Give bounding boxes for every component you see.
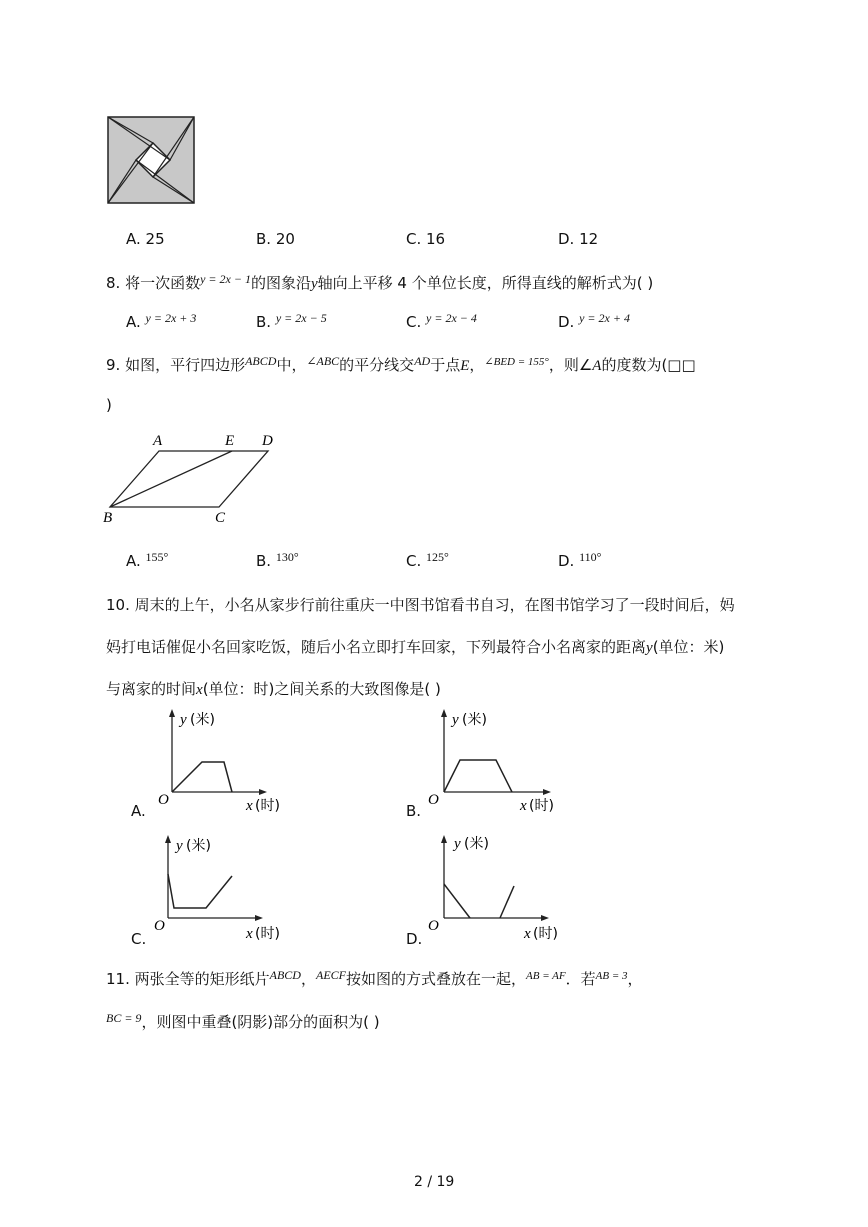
q9-angle-abc: ∠ABC [306, 354, 340, 368]
q9-label-c: C [215, 510, 226, 526]
q11-ab3: AB = 3 [595, 970, 628, 982]
q10-line2-a: 妈打电话催促小名回家吃饭，随后小名立即打车回家，下列最符合小名离家的距离 [106, 638, 647, 656]
q8-option-b-letter: B. [256, 313, 272, 331]
q8-option-a-expr: y = 2x + 3 [145, 311, 197, 325]
q10-option-c-letter[interactable]: C. [131, 930, 147, 948]
q9-a: A [592, 358, 602, 374]
q11-text-1: 11. 两张全等的矩形纸片 [106, 970, 270, 988]
q8-option-b[interactable] [256, 313, 327, 331]
q10-graph-d-x-unit: (时) [533, 926, 558, 942]
q10-line3-x: x [196, 682, 203, 698]
q10-graph-a-y-unit: (米) [190, 712, 215, 728]
q10-graph-c-y-unit: (米) [186, 838, 211, 854]
q7-option-d[interactable]: D. 12 [558, 230, 599, 248]
q9-option-a[interactable] [126, 552, 168, 570]
q9-option-d[interactable] [558, 552, 601, 570]
q9-text-4: 于点 [430, 356, 461, 374]
q9-label-d: D [262, 433, 273, 449]
q10-graph-c-x-unit: (时) [255, 926, 280, 942]
q11-text-4: ．若 [565, 970, 596, 988]
q10-line2-y: y [646, 640, 653, 656]
q9-option-b-letter: B. [256, 552, 272, 570]
q11-abcd: ABCD [269, 968, 301, 982]
q11-question-line2 [106, 1011, 380, 1032]
q9-option-c[interactable] [406, 552, 449, 570]
q10-graph-b-y-var: y [452, 712, 459, 728]
q10-graph-d[interactable] [426, 830, 576, 940]
q11-text-3: 按如图的方式叠放在一起， [345, 970, 526, 988]
q10-graph-a-x-var: x [246, 798, 253, 814]
q10-graph-c-x-var: x [246, 926, 253, 942]
q9-text-7: 的度数为(□□ [601, 356, 696, 374]
q10-line1: 10. 周末的上午，小名从家步行前往重庆一中图书馆看书自习，在图书馆学习了一段时间后，妈 [106, 596, 735, 614]
q10-graph-d-y-unit: (米) [464, 836, 489, 852]
q9-question-line1 [106, 354, 696, 375]
q9-option-d-value: 110° [579, 550, 602, 564]
q7-option-a[interactable]: A. 25 [126, 230, 165, 248]
q8-option-b-expr: y = 2x − 5 [275, 311, 327, 325]
q8-option-c[interactable] [406, 313, 477, 331]
q11-aecf: AECF [315, 968, 346, 982]
q10-line2 [106, 636, 724, 657]
q10-line3-a: 与离家的时间 [106, 680, 197, 698]
q7-option-c[interactable]: C. 16 [406, 230, 446, 248]
page-number: 2 / 19 [414, 1174, 455, 1190]
q9-label-b: B [103, 510, 113, 526]
q8-axis: y [310, 276, 318, 292]
q10-graph-a-y-var: y [180, 712, 187, 728]
q9-e: E [460, 358, 470, 374]
q10-graph-d-x-var: x [524, 926, 531, 942]
q10-option-d-letter[interactable]: D. [406, 930, 423, 948]
q9-question-line2: ) [106, 396, 112, 414]
q10-graph-d-y-var: y [454, 836, 461, 852]
q9-option-a-letter: A. [126, 552, 141, 570]
q10-graph-a-x-unit: (时) [255, 798, 280, 814]
q9-option-d-letter: D. [558, 552, 575, 570]
q11-bc9: BC = 9 [106, 1011, 142, 1025]
q8-option-d[interactable] [558, 313, 630, 331]
q11-ab-af: AB = AF [526, 970, 566, 982]
q8-prefix: 8. 将一次函数 [106, 274, 201, 292]
q10-graph-c-origin: O [154, 918, 165, 934]
q9-option-c-letter: C. [406, 552, 422, 570]
q11-question-line1 [106, 968, 643, 989]
q9-text-1: 9. 如图，平行四边形 [106, 356, 246, 374]
q8-option-d-letter: D. [558, 313, 575, 331]
q8-expr: y = 2x − 1 [200, 272, 251, 286]
q9-label-e: E [225, 433, 235, 449]
q10-graph-b-y-unit: (米) [462, 712, 487, 728]
q8-option-a[interactable] [126, 313, 196, 331]
q8-option-a-letter: A. [126, 313, 141, 331]
q9-text-6: ，则∠ [548, 356, 593, 374]
q11-text-5: ， [627, 970, 643, 988]
q9-bed: ∠BED = 155° [484, 356, 549, 368]
q11-text-6: ，则图中重叠(阴影)部分的面积为( ) [141, 1013, 380, 1031]
q8-question [106, 272, 653, 293]
q9-text-5: ， [469, 356, 485, 374]
q11-text-2: ， [300, 970, 316, 988]
q10-line3-b: (单位：时)之间关系的大致图像是( ) [202, 680, 441, 698]
q9-ad: AD [414, 354, 431, 368]
q10-graph-c[interactable] [150, 830, 290, 940]
q10-graph-d-origin: O [428, 918, 439, 934]
q8-middle: 的图象沿 [250, 274, 311, 292]
q9-text-2: 中， [276, 356, 307, 374]
q10-graph-a-origin: O [158, 792, 169, 808]
q9-option-b[interactable] [256, 552, 299, 570]
q8-option-c-letter: C. [406, 313, 422, 331]
q10-line2-b: (单位：米) [652, 638, 725, 656]
q10-option-a-letter[interactable]: A. [131, 802, 146, 820]
q10-graph-b[interactable] [422, 706, 572, 816]
q9-abcd: ABCD [245, 354, 277, 368]
q10-graph-a[interactable] [150, 706, 290, 816]
q10-graph-b-origin: O [428, 792, 439, 808]
q10-line3 [106, 678, 441, 699]
q9-option-b-value: 130° [275, 550, 299, 564]
q9-text-3: 的平分线交 [339, 356, 415, 374]
q10-graph-c-y-var: y [176, 838, 183, 854]
q10-graph-b-x-var: x [520, 798, 527, 814]
q9-label-a: A [153, 433, 163, 449]
q8-option-c-expr: y = 2x − 4 [426, 311, 477, 325]
q8-option-d-expr: y = 2x + 4 [579, 311, 630, 325]
q8-suffix: 轴向上平移 4 个单位长度，所得直线的解析式为( ) [317, 274, 654, 292]
q7-square-figure [108, 117, 196, 205]
q7-option-b[interactable]: B. 20 [256, 230, 295, 248]
q9-option-a-value: 155° [145, 550, 169, 564]
q9-parallelogram-figure [100, 430, 290, 530]
q10-graph-b-x-unit: (时) [529, 798, 554, 814]
q9-option-c-value: 125° [426, 550, 449, 564]
q10-option-b-letter[interactable]: B. [406, 802, 422, 820]
